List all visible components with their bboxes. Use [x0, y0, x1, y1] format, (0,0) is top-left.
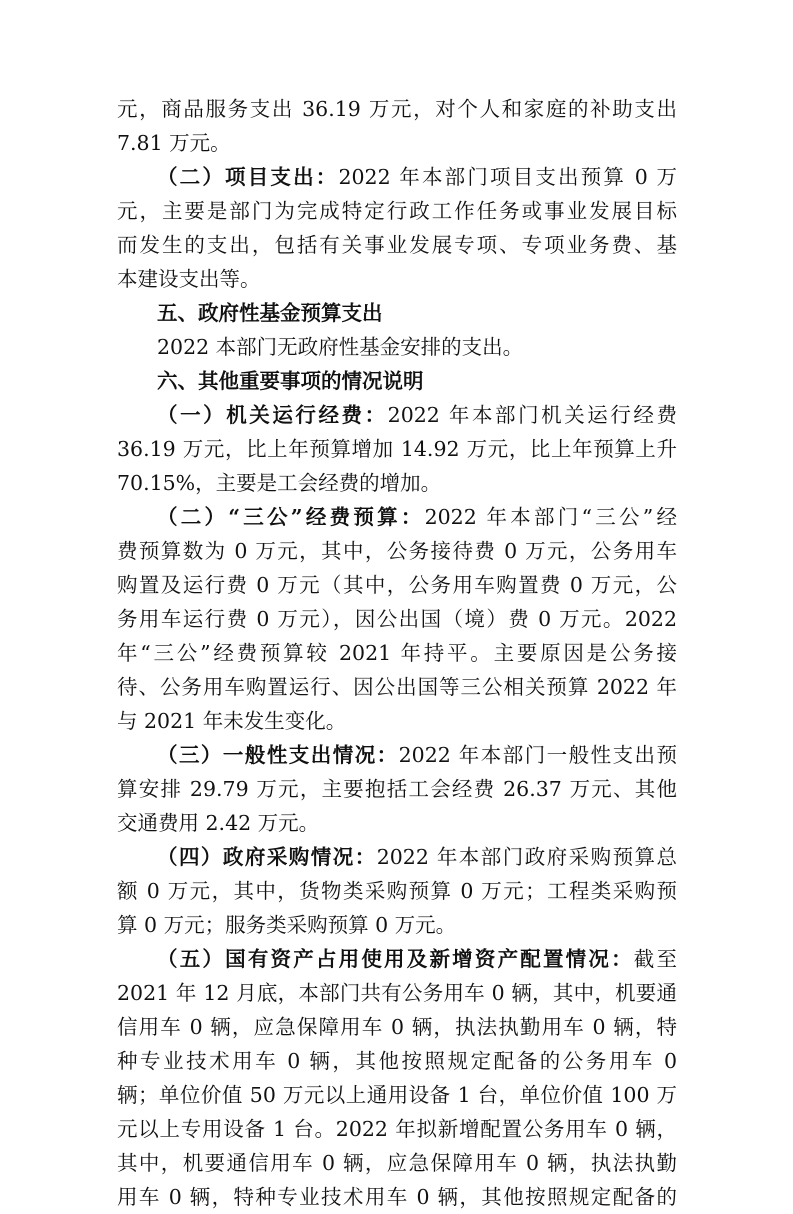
text-line: 元，主要是部门为完成特定行政工作任务或事业发展目标	[117, 199, 677, 223]
paragraph-heading-line: （二）“三公”经费预算：2022 年本部门“三公”经	[157, 505, 677, 529]
paragraph-heading-line: （四）政府采购情况：2022 年本部门政府采购预算总	[157, 845, 677, 869]
text-line: 与 2021 年未发生变化。	[117, 709, 347, 733]
text-line: 其中，机要通信用车 0 辆，应急保障用车 0 辆，执法执勤	[117, 1151, 677, 1175]
paragraph-heading-line: （五）国有资产占用使用及新增资产配置情况：截至	[157, 947, 677, 971]
section-label: （二）“三公”经费预算：	[157, 505, 425, 529]
text-line: 2022 本部门无政府性基金安排的支出。	[157, 335, 524, 359]
text-line: 交通费用 2.42 万元。	[117, 811, 320, 835]
text-line: 信用车 0 辆，应急保障用车 0 辆，执法执勤用车 0 辆，特	[117, 1015, 677, 1039]
section-label: （五）国有资产占用使用及新增资产配置情况：	[157, 947, 634, 971]
text-line: 算 0 万元；服务类采购预算 0 万元。	[117, 913, 457, 937]
text-line: 费预算数为 0 万元，其中，公务接待费 0 万元，公务用车	[117, 539, 677, 563]
section-label: （二）项目支出：	[157, 165, 339, 189]
text-line: 用车 0 辆，特种专业技术用车 0 辆，其他按照规定配备的	[117, 1185, 677, 1209]
text-line: 元以上专用设备 1 台。2022 年拟新增配置公务用车 0 辆，	[117, 1117, 677, 1141]
section-label: （三）一般性支出情况：	[157, 743, 399, 767]
text-line: 辆；单位价值 50 万元以上通用设备 1 台，单位价值 100 万	[117, 1083, 677, 1107]
text-line: 2021 年 12 月底，本部门共有公务用车 0 辆，其中，机要通	[117, 981, 677, 1005]
text-line: 70.15%，主要是工会经费的增加。	[117, 471, 442, 495]
paragraph-heading-line: （一）机关运行经费：2022 年本部门机关运行经费	[157, 403, 677, 427]
section-label: （一）机关运行经费：	[157, 403, 388, 427]
text-line: 而发生的支出，包括有关事业发展专项、专项业务费、基	[117, 233, 677, 257]
text-line: 年“三公”经费预算较 2021 年持平。主要原因是公务接	[117, 641, 677, 665]
text-line: 务用车运行费 0 万元），因公出国（境）费 0 万元。2022	[117, 607, 677, 631]
text-line: 待、公务用车购置运行、因公出国等三公相关预算 2022 年	[117, 675, 677, 699]
text-line: 本建设支出等。	[117, 267, 261, 291]
section-label: （四）政府采购情况：	[157, 845, 377, 869]
section-heading: 五、政府性基金预算支出	[157, 301, 383, 325]
text-line: 额 0 万元，其中，货物类采购预算 0 万元；工程类采购预	[117, 879, 677, 903]
text-line: 购置及运行费 0 万元（其中，公务用车购置费 0 万元，公	[117, 573, 677, 597]
text-line: 算安排 29.79 万元，主要抱括工会经费 26.37 万元、其他	[117, 777, 677, 801]
text-line: 种专业技术用车 0 辆，其他按照规定配备的公务用车 0	[117, 1049, 677, 1073]
paragraph-heading-line: （二）项目支出：2022 年本部门项目支出预算 0 万	[157, 165, 677, 189]
text-line: 元，商品服务支出 36.19 万元，对个人和家庭的补助支出	[117, 97, 677, 121]
text-line: 36.19 万元，比上年预算增加 14.92 万元，比上年预算上升	[117, 437, 677, 461]
section-heading: 六、其他重要事项的情况说明	[157, 369, 424, 393]
paragraph-heading-line: （三）一般性支出情况：2022 年本部门一般性支出预	[157, 743, 677, 767]
text-line: 7.81 万元。	[117, 131, 231, 155]
